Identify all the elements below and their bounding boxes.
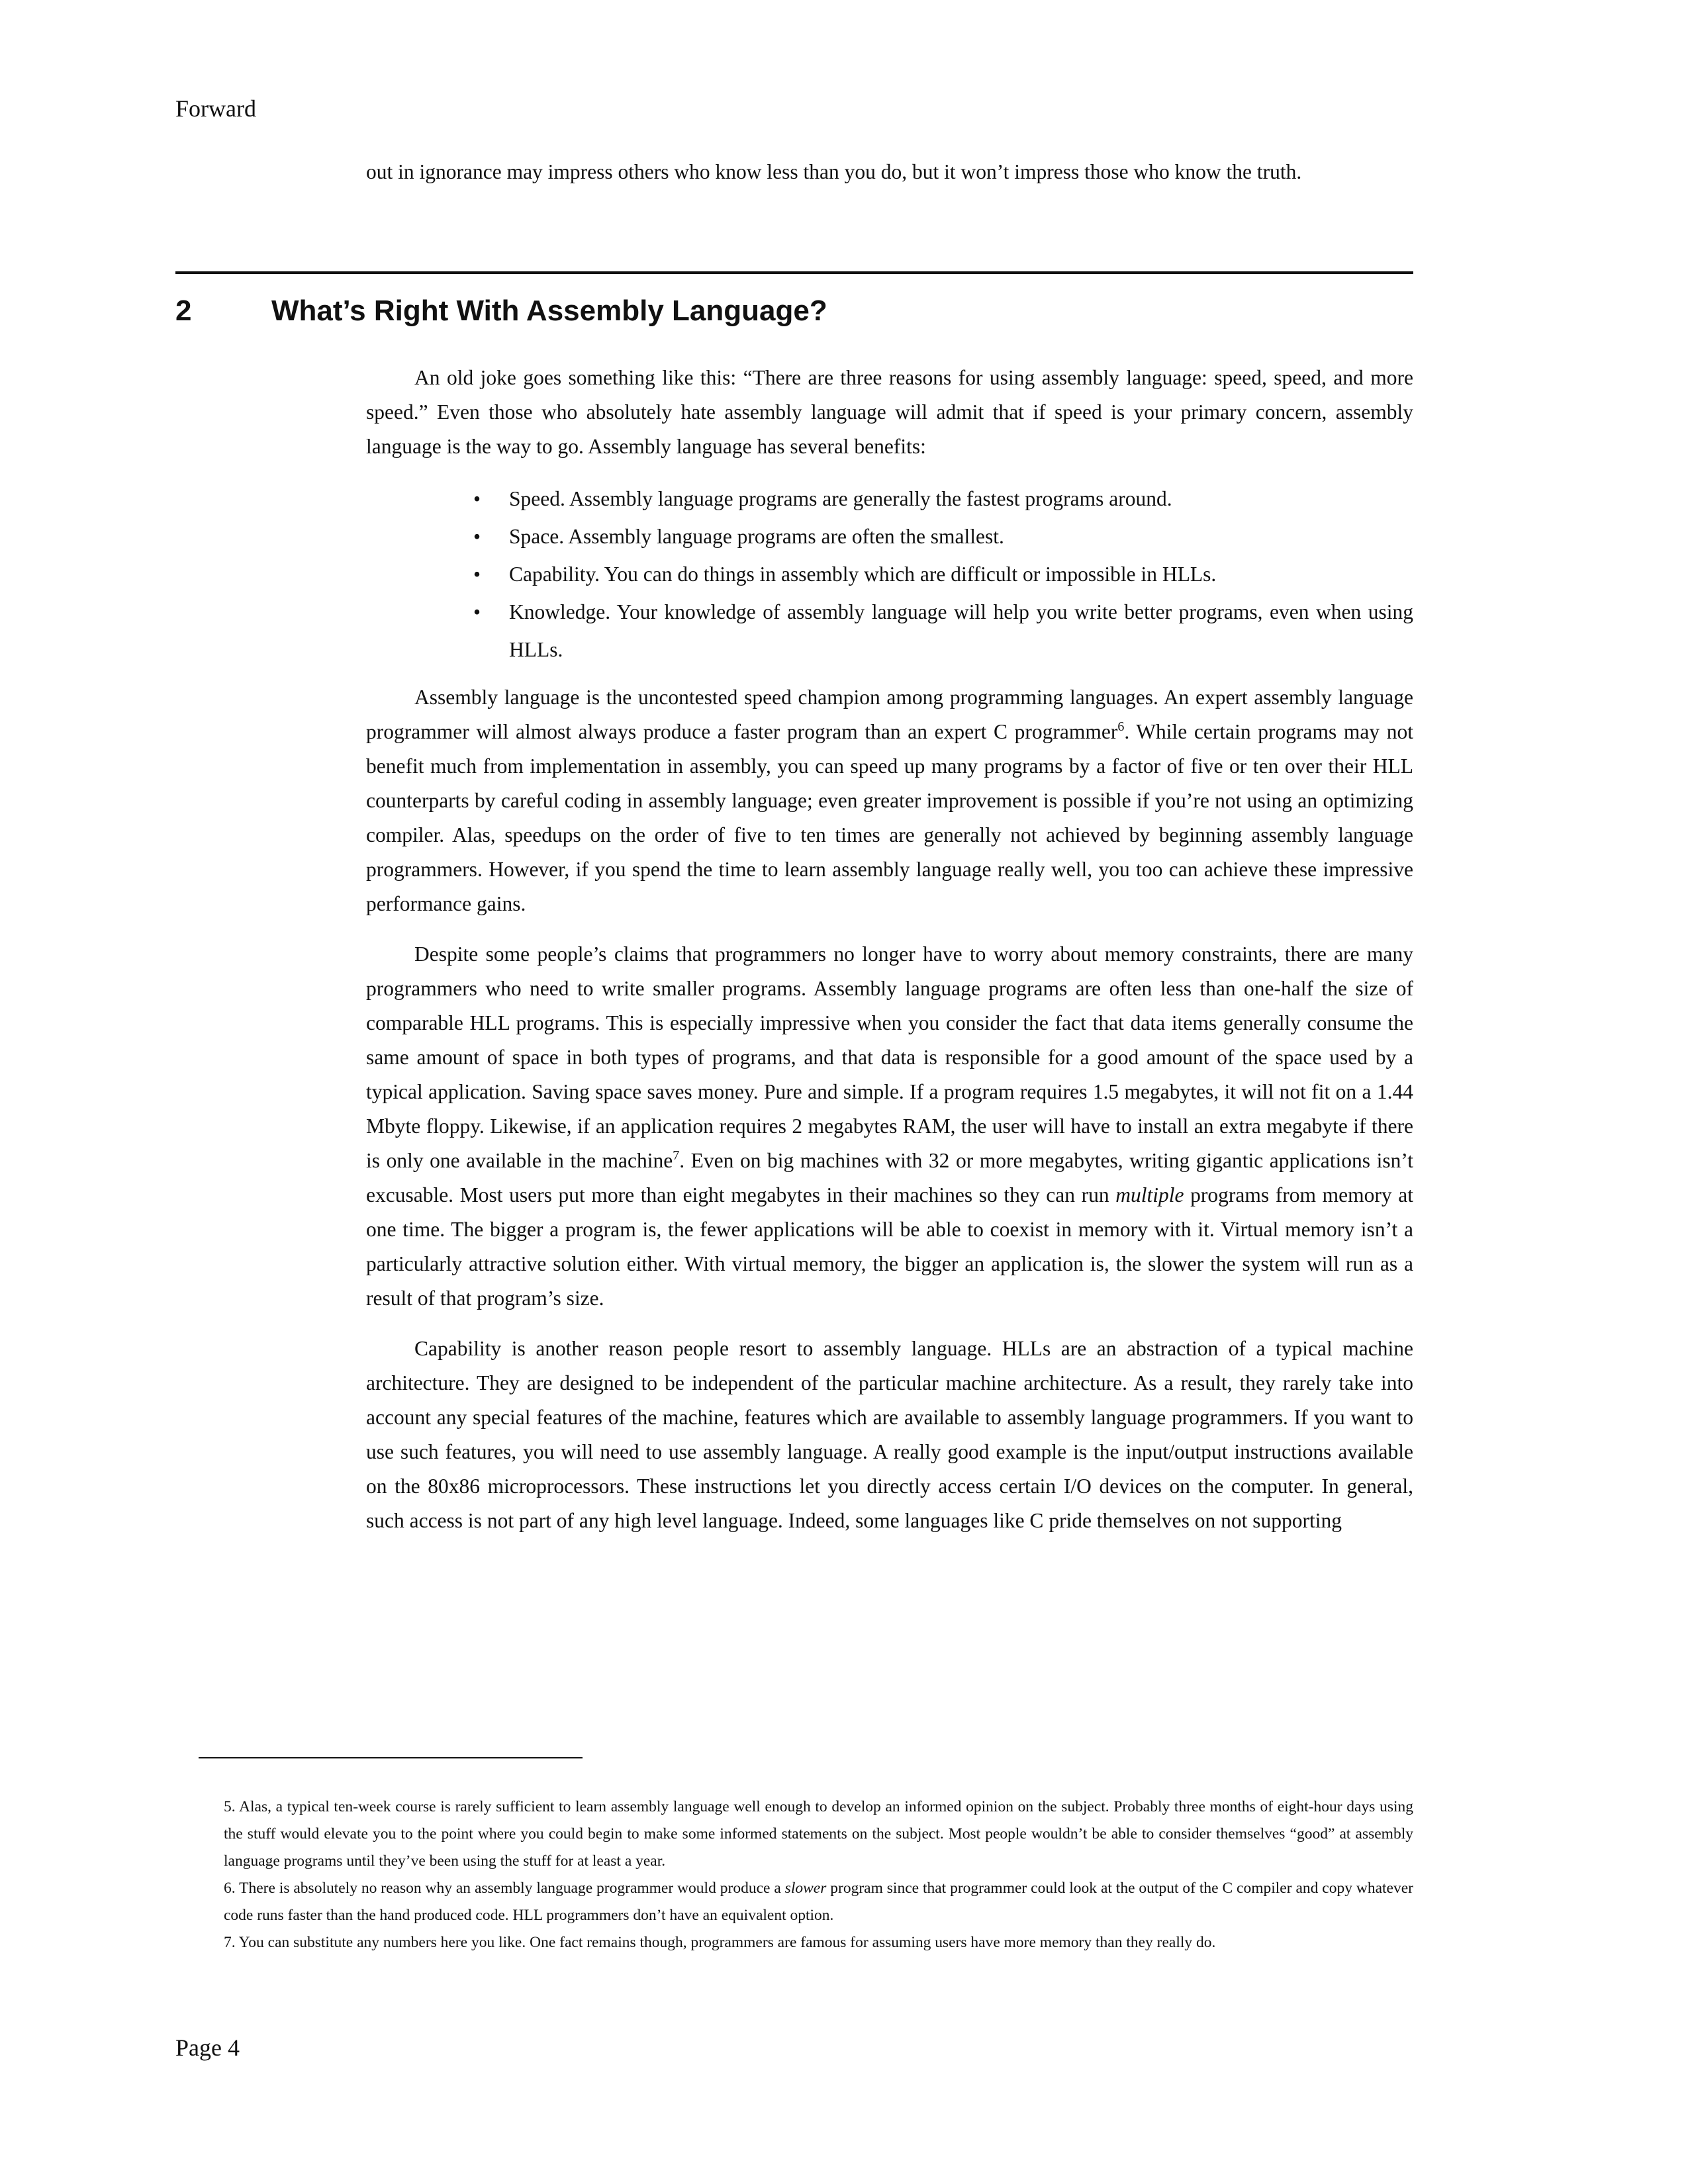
section-heading: [175, 291, 1413, 331]
section-number: 2: [175, 295, 192, 327]
continued-paragraph: out in ignorance may impress others who know less than you do, but it won’t impress those who know the truth.: [366, 160, 1302, 183]
speed-text-a: Assembly language is the uncontested speed champion among programming languages. An expert assembly language programmer will almost always produce a faster program than an expert C programmer: [366, 686, 1413, 743]
footnote-6: [224, 1875, 1413, 1929]
list-item: [473, 555, 1413, 593]
list-item: [473, 518, 1413, 555]
benefits-list: [366, 480, 1413, 668]
capability-paragraph: Capability is another reason people resort to assembly language. HLLs are an abstraction of a typical machine architecture. They are designed to be independent of the particular machine architecture. As a result, they rarely take into account any special features of the machine, features which are available to assembly language programmers. If you want to use such features, you will need to use assembly language. A really good example is the input/output instructions available on the 80x86 microprocessors. These instructions let you directly access certain I/O devices on the computer. In general, such access is not part of any high level language. Indeed, some languages like C pride themselves on not supporting: [366, 1337, 1413, 1532]
emphasis-slower: slower: [784, 1880, 827, 1897]
footnotes: [224, 1794, 1413, 1956]
intro-paragraph: An old joke goes something like this: “There are three reasons for using assembly language: speed, speed, and more speed.” Even those who absolutely hate assembly language will admit that if speed is your primary concern, assembly language is the way to go. Assembly language has several benefits:: [366, 366, 1413, 458]
space-text-c: programs from memory at one time. The bigger a program is, the fewer applications will be able to coexist in memory with it. Virtual memory isn’t a particularly attractive solution either. With virtual memory, the bigger an application is, the slower the system will run as a result of that program’s size.: [366, 1183, 1413, 1310]
space-paragraph: [366, 937, 1413, 1316]
benefit-text: Speed. Assembly language programs are generally the fastest programs around.: [509, 487, 1172, 510]
bullet-icon: •: [473, 600, 481, 623]
footnote-ref-7[interactable]: 7: [673, 1148, 680, 1163]
footnote-7: 7. You can substitute any numbers here you like. One fact remains though, programmers are famous for assuming users have more memory than they really do.: [224, 1934, 1216, 1951]
speed-paragraph: [366, 680, 1413, 921]
space-text-b: . Even on big machines with 32 or more megabytes, writing gigantic applications isn’t excusable. Most users put more than eight megabytes in their machines so they can run: [366, 1149, 1413, 1206]
footnote-5: 5. Alas, a typical ten-week course is rarely sufficient to learn assembly language well enough to develop an informed opinion on the subject. Probably three months of eight-hour days using the stuff would elevate you to the point where you could begin to make some informed statements on the subject. Most people wouldn’t be able to consider themselves “good” at assembly language programs until they’ve been using the stuff for at least a year.: [224, 1798, 1413, 1870]
bullet-icon: •: [473, 487, 481, 510]
bullet-icon: •: [473, 525, 481, 548]
footnote-6-text-b: program since that programmer could look at the output of the C compiler and copy whatever code runs faster than the hand produced code. HLL programmers don’t have an equivalent option.: [224, 1880, 1413, 1924]
space-text-a: Despite some people’s claims that programmers no longer have to worry about memory constraints, there are many programmers who need to write smaller programs. Assembly language programs are often less than one-half the size of comparable HLL programs. This is especially impressive when you consider the fact that data items generally consume the same amount of space in both types of programs, and that data is responsible for a good amount of the space used by a typical application. Saving space saves money. Pure and simple. If a program requires 1.5 megabytes, it will not fit on a 1.44 Mbyte floppy. Likewise, if an application requires 2 megabytes RAM, the user will have to install an extra megabyte if there is only one available in the machine: [366, 942, 1413, 1172]
section-body: [366, 361, 1413, 1554]
running-header: Forward: [175, 95, 256, 122]
footnote-separator: [199, 1757, 583, 1758]
benefit-text: Capability. You can do things in assembly which are difficult or impossible in HLLs.: [509, 563, 1217, 586]
list-item: [473, 593, 1413, 668]
bullet-icon: •: [473, 563, 481, 586]
benefit-text: Space. Assembly language programs are often the smallest.: [509, 525, 1004, 548]
section-divider: [175, 271, 1413, 274]
page-number: Page 4: [175, 2034, 240, 2061]
footnote-6-text-a: 6. There is absolutely no reason why an assembly language programmer would produce a: [224, 1880, 785, 1897]
speed-text-b: . While certain programs may not benefit much from implementation in assembly, you can speed up many programs by a factor of five or ten over their HLL counterparts by careful coding in assembly language; even greater improvement is possible if you’re not using an optimizing compiler. Alas, speedups on the order of five to ten times are generally not achieved by beginning assembly language programmers. However, if you spend the time to learn assembly language really well, you too can achieve these impressive performance gains.: [366, 720, 1413, 915]
section-title: What’s Right With Assembly Language?: [271, 295, 827, 327]
footnote-ref-6[interactable]: 6: [1117, 719, 1125, 734]
benefit-text: Knowledge. Your knowledge of assembly language will help you write better programs, even when using HLLs.: [509, 600, 1413, 661]
list-item: [473, 480, 1413, 518]
emphasis-multiple: multiple: [1115, 1183, 1184, 1206]
